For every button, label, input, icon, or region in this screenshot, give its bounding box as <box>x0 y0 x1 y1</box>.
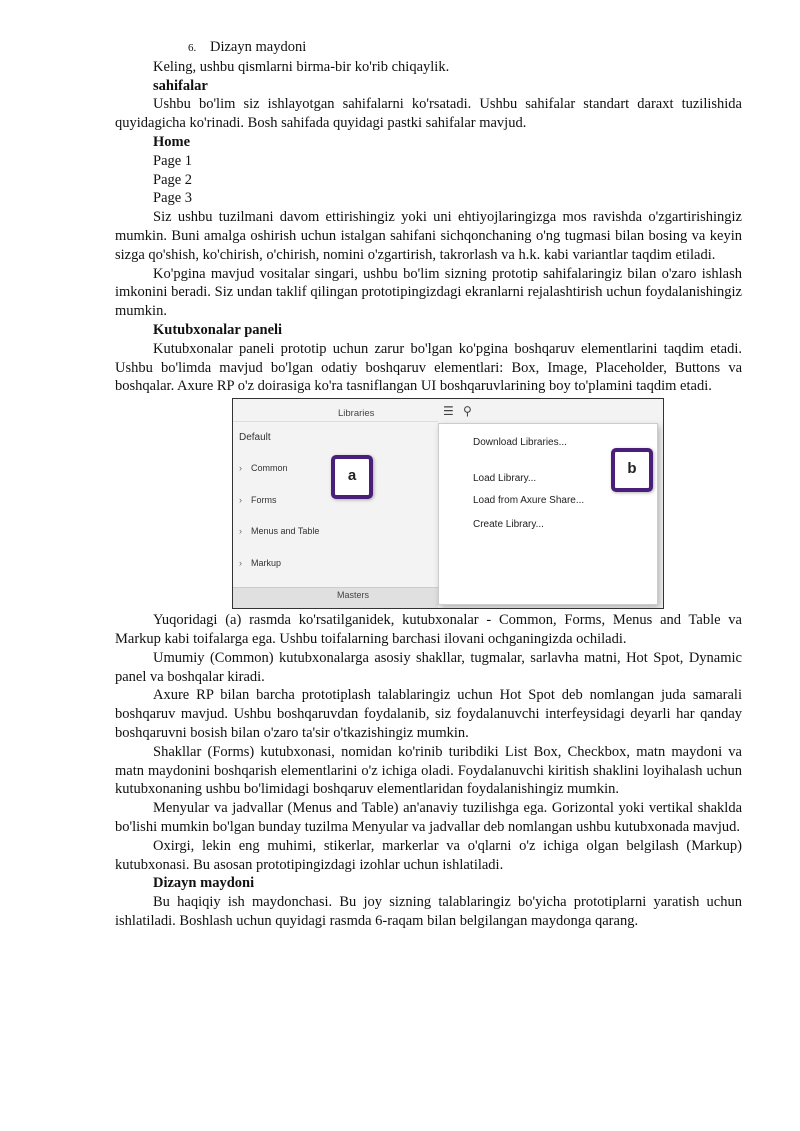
library-category: › Markup <box>239 554 281 573</box>
chevron-right-icon: › <box>239 558 242 569</box>
numbered-item <box>115 38 742 58</box>
page-item-1: Page 1 <box>153 152 193 169</box>
paragraph-yuqoridagi: Yuqoridagi (a) rasmda ko'rsatilganidek, kutubxonalar - Common, Forms, Menus and Table va Markup kabi toifalarga ega. Ushbu toifalarning barchasi ilovani ochganingizda ochiladi. <box>115 612 742 647</box>
intro-paragraph: Keling, ushbu qismlarni birma-bir ko'rib chiqaylik. <box>153 58 450 75</box>
heading-sahifalar: sahifalar <box>153 77 208 94</box>
libraries-header <box>233 399 438 422</box>
paragraph-forms: Shakllar (Forms) kutubxonasi, nomidan ko'rinib turibdiki List Box, Checkbox, matn maydoni va matn maydonini boshqarish elementlarini o'z ichiga oladi. Foydalanuvchi kiritish shaklini loyihalash uchun kutubxonaning ushbu bo'limidagi boshqaruv elementlaridan foydalanishingiz mumkin. <box>115 743 742 798</box>
page-item-2: Page 2 <box>153 171 193 188</box>
libraries-dropdown-menu <box>438 423 658 605</box>
library-category: › Menus and Table <box>239 522 319 541</box>
menu-item-download: Download Libraries... <box>473 437 567 449</box>
paragraph-axure: Axure RP bilan barcha prototiplash talablaringiz uchun Hot Spot deb nomlangan juda samarali boshqaruv mavjud. Ushbu boshqaruvdan foydalanib, siz foydalanuvchi interfeysidagi deyarli har qanday boshqaruvni bosish bilan o'zaro ta'sir o'tkazishingiz mumkin. <box>115 687 742 741</box>
paragraph-umumiy: Umumiy (Common) kutubxonalarga asosiy shakllar, tugmalar, sarlavha matni, Hot Spot, Dynamic panel va boshqalar kiradi. <box>115 649 742 685</box>
chevron-right-icon: › <box>239 495 242 506</box>
item-number: 6. <box>188 42 197 54</box>
paragraph-menus: Menyular va jadvallar (Menus and Table) an'anaviy tuzilishga ega. Gorizontal yoki vertikal shaklda bo'lishi mumkin bo'lgan bunday tuzilma Menyular va jadvallar deb nomlangan ushbu kutubxonada mavjud. <box>115 800 742 835</box>
chevron-right-icon: › <box>239 526 242 537</box>
item-text: Dizayn maydoni <box>210 39 307 55</box>
library-category: › Common <box>239 459 288 478</box>
library-category: › Forms <box>239 491 277 510</box>
page-item-3: Page 3 <box>153 190 193 207</box>
paragraph-dizayn: Bu haqiqiy ish maydonchasi. Bu joy sizning talablaringiz bo'yicha prototiplarni yaratish uchun ishlatiladi. Boshlash uchun quyidagi rasmda 6-raqam bilan belgilangan maydonga qarang. <box>115 894 742 929</box>
paragraph-tuzilma: Siz ushbu tuzilmani davom ettirishingiz yoki uni ehtiyojlaringizga mos ravishda o'zgartirishingiz mumkin. Buni amalga oshirish uchun istalgan sahifani sichqonchaning o'ng tugmasi bilan bosing va keyin sizga qo'shish, ko'chirish, o'chirish, nomini o'zgartirish, takrorlash va h.k. kabi variantlar taqdim etiladi. <box>115 209 742 263</box>
heading-home: Home <box>153 133 191 150</box>
libraries-title: Libraries <box>338 408 375 420</box>
libraries-figure <box>232 398 664 609</box>
masters-label: Masters <box>337 590 370 601</box>
default-label: Default <box>239 432 271 444</box>
menu-icon: ☰ <box>443 404 454 419</box>
heading-dizayn: Dizayn maydoni <box>153 875 255 892</box>
search-icon: ⚲ <box>463 404 472 419</box>
marker-a: a <box>331 455 373 499</box>
masters-bar <box>233 587 438 608</box>
menu-item-load: Load Library... <box>473 473 537 485</box>
chevron-right-icon: › <box>239 463 242 474</box>
menu-item-load-share: Load from Axure Share... <box>473 495 585 507</box>
marker-b: b <box>611 448 653 492</box>
paragraph-markup: Oxirgi, lekin eng muhimi, stikerlar, markerlar va o'qlarni o'z ichiga olgan belgilash (Markup) kutubxonasi. Bu asosan prototipingizdagi izohlar uchun ishlatiladi. <box>115 837 742 873</box>
paragraph-sahifalar: Ushbu bo'lim siz ishlayotgan sahifalarni ko'rsatadi. Ushbu sahifalar standart daraxt tuzilishida quyidagicha ko'rinadi. Bosh sahifada quyidagi pastki sahifalar mavjud. <box>115 96 742 132</box>
menu-item-create: Create Library... <box>473 519 544 531</box>
paragraph-vositalar: Ko'pgina mavjud vositalar singari, ushbu bo'lim sizning prototip sahifalaringiz bilan o'zaro ishlash imkonini beradi. Siz undan taklif qilingan prototipingizdagi ekranlarni rejalashtirish uchun foydalanishingiz mumkin. <box>115 265 742 320</box>
heading-kutubxonalar: Kutubxonalar paneli <box>153 321 283 338</box>
paragraph-kutubxonalar: Kutubxonalar paneli prototip uchun zarur bo'lgan ko'pgina boshqaruv elementlarini taqdim etadi. Ushbu bo'limda mavjud bo'lgan odatiy boshqaruv elementlari: Box, Image, Placeholder, Buttons va boshqalar. Axure RP o'z doirasiga ko'ra tasniflangan UI boshqaruvlarining boy to'plamini taqdim etadi. <box>115 340 742 395</box>
document-page <box>115 38 742 931</box>
